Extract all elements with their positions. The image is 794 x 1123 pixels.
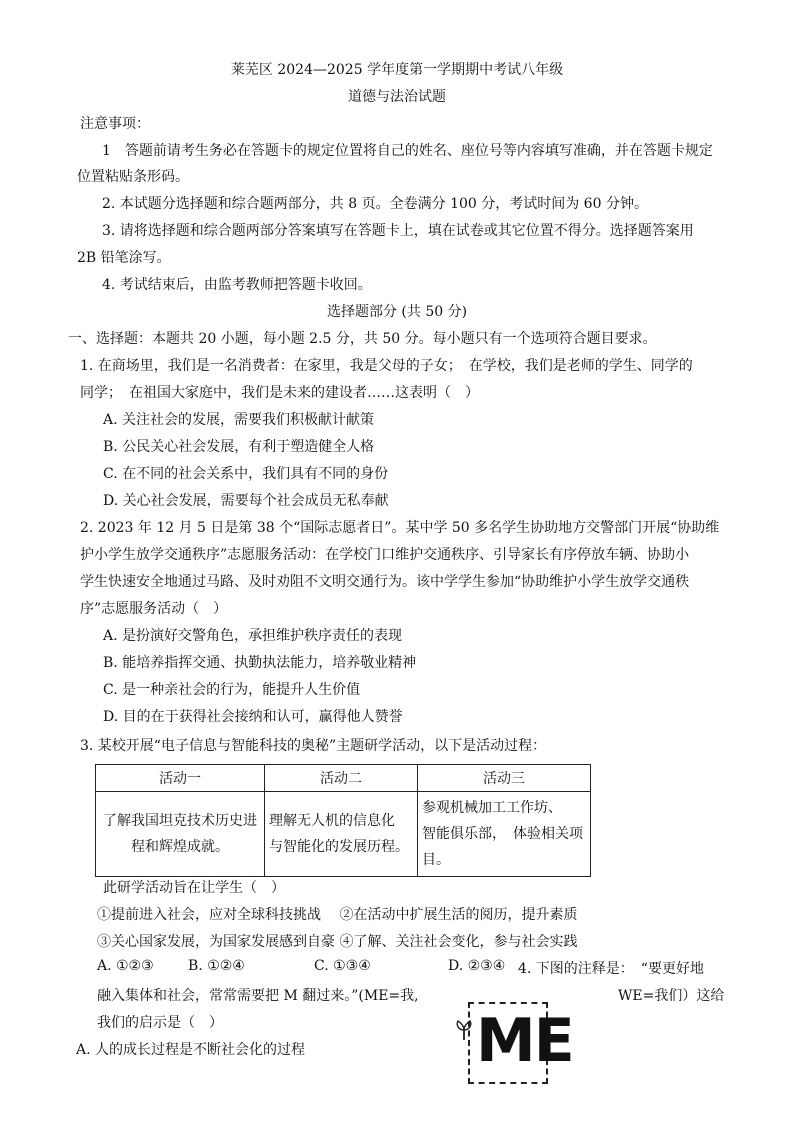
activity-table (95, 764, 591, 877)
section-instruction: 一、选择题：本题共 20 小题，每小题 2.5 分，共 50 分。每小题只有一个选项符合题目要求。 (68, 331, 657, 347)
cell-line: 理解无人机的信息化 (269, 813, 395, 829)
q3-option-a: A. ①②③ (97, 958, 154, 974)
table-row (96, 792, 591, 877)
cell-line: 智能俱乐部， 体验相关项 (422, 826, 583, 842)
q1-option-c: C. 在不同的社会关系中，我们具有不同的身份 (103, 466, 389, 482)
exam-subtitle: 道德与法治试题 (348, 89, 446, 105)
table-header-cell: 活动二 (265, 765, 418, 792)
q2-line4: 序”志愿服务活动（ ） (80, 601, 228, 617)
q4-line2: 融入集体和社会，常常需要把 M 翻过来。”(ME=我, (97, 988, 419, 1004)
cell-line: 目。 (422, 852, 450, 868)
q4-line3: 我们的启示是（ ） (97, 1015, 223, 1031)
q2-option-b: B. 能培养指挥交通、执勤执法能力，培养敬业精神 (103, 655, 417, 671)
q3-option-c: C. ①③④ (314, 958, 371, 974)
notes-heading: 注意事项： (80, 116, 150, 132)
cell-line: 参观机械加工工作坊、 (422, 800, 562, 816)
q3-choices-line2: ③关心国家发展，为国家发展感到自豪 ④了解、关注社会变化，参与社会实践 (97, 934, 578, 950)
section-title: 选择题部分 (共 50 分) (326, 304, 468, 320)
q1-line2: 同学； 在祖国大家庭中，我们是未来的建设者……这表明（ ） (80, 385, 479, 401)
q3-choices-line1: ①提前进入社会，应对全球科技挑战 ②在活动中扩展生活的阅历，提升素质 (97, 907, 578, 923)
q3-stem: 3. 某校开展“电子信息与智能科技的奥秘”主题研学活动，以下是活动过程： (80, 738, 547, 754)
cell-line: 程和辉煌成就。 (131, 839, 229, 855)
q2-line2: 护小学生放学交通秩序”志愿服务活动：在学校门口维护交通秩序、引导家长有序停放车辆、协助小 (80, 547, 690, 563)
q3-prompt: 此研学活动旨在让学生（ ） (103, 880, 285, 896)
me-figure: ME (476, 1006, 573, 1076)
note-1-line1: 1 答题前请考生务必在答题卡的规定位置将自己的姓名、座位号等内容填写准确，并在答题卡规定 (102, 143, 713, 159)
q3-option-d: D. ②③④ (448, 958, 506, 974)
q2-line1: 2. 2023 年 12 月 5 日是第 38 个“国际志愿者日”。某中学 50 多名学生协助地方交警部门开展“协助维 (80, 520, 720, 536)
q4-option-a: A. 人的成长过程是不断社会化的过程 (76, 1042, 306, 1058)
q4-line2-right: WE=我们）这给 (618, 988, 725, 1004)
table-header-cell: 活动三 (418, 765, 591, 792)
q2-line3: 学生快速安全地通过马路、及时劝阻不文明交通行为。该中学学生参加“协助维护小学生放学交通秩 (80, 574, 690, 590)
q4-line1: 4. 下图的注释是： “要更好地 (518, 961, 704, 977)
q1-option-d: D. 关心社会发展，需要每个社会成员无私奉献 (103, 493, 389, 509)
q3-option-b: B. ①②④ (188, 958, 245, 974)
q2-option-a: A. 是扮演好交警角色，承担维护秩序责任的表现 (103, 628, 403, 644)
sprout-icon (452, 1018, 476, 1042)
table-cell-activity-3 (418, 792, 591, 877)
table-header-row (96, 765, 591, 792)
q2-option-c: C. 是一种亲社会的行为，能提升人生价值 (103, 682, 361, 698)
exam-title: 莱芜区 2024—2025 学年度第一学期期中考试八年级 (230, 62, 564, 78)
q1-option-a: A. 关注社会的发展，需要我们积极献计献策 (103, 412, 375, 428)
q2-option-d: D. 目的在于获得社会接纳和认可，赢得他人赞誉 (103, 709, 403, 725)
note-1-line2: 位置粘贴条形码。 (77, 169, 189, 185)
cell-line: 与智能化的发展历程。 (269, 839, 409, 855)
q1-option-b: B. 公民关心社会发展，有利于塑造健全人格 (103, 439, 375, 455)
note-2: 2. 本试题分选择题和综合题两部分，共 8 页。全卷满分 100 分，考试时间为 60 分钟。 (102, 196, 648, 212)
note-4: 4. 考试结束后，由监考教师把答题卡收回。 (102, 277, 372, 293)
table-header-cell: 活动一 (96, 765, 265, 792)
note-3-line2: 2B 铅笔涂写。 (77, 250, 171, 266)
table-cell-activity-2 (265, 792, 418, 877)
note-3-line1: 3. 请将选择题和综合题两部分答案填写在答题卡上，填在试卷或其它位置不得分。选择题答案用 (102, 223, 694, 239)
q1-line1: 1. 在商场里，我们是一名消费者：在家里，我是父母的子女； 在学校，我们是老师的学生、同学的 (80, 358, 693, 374)
table-cell-activity-1 (96, 792, 265, 877)
cell-line: 了解我国坦克技术历史进 (103, 813, 257, 829)
